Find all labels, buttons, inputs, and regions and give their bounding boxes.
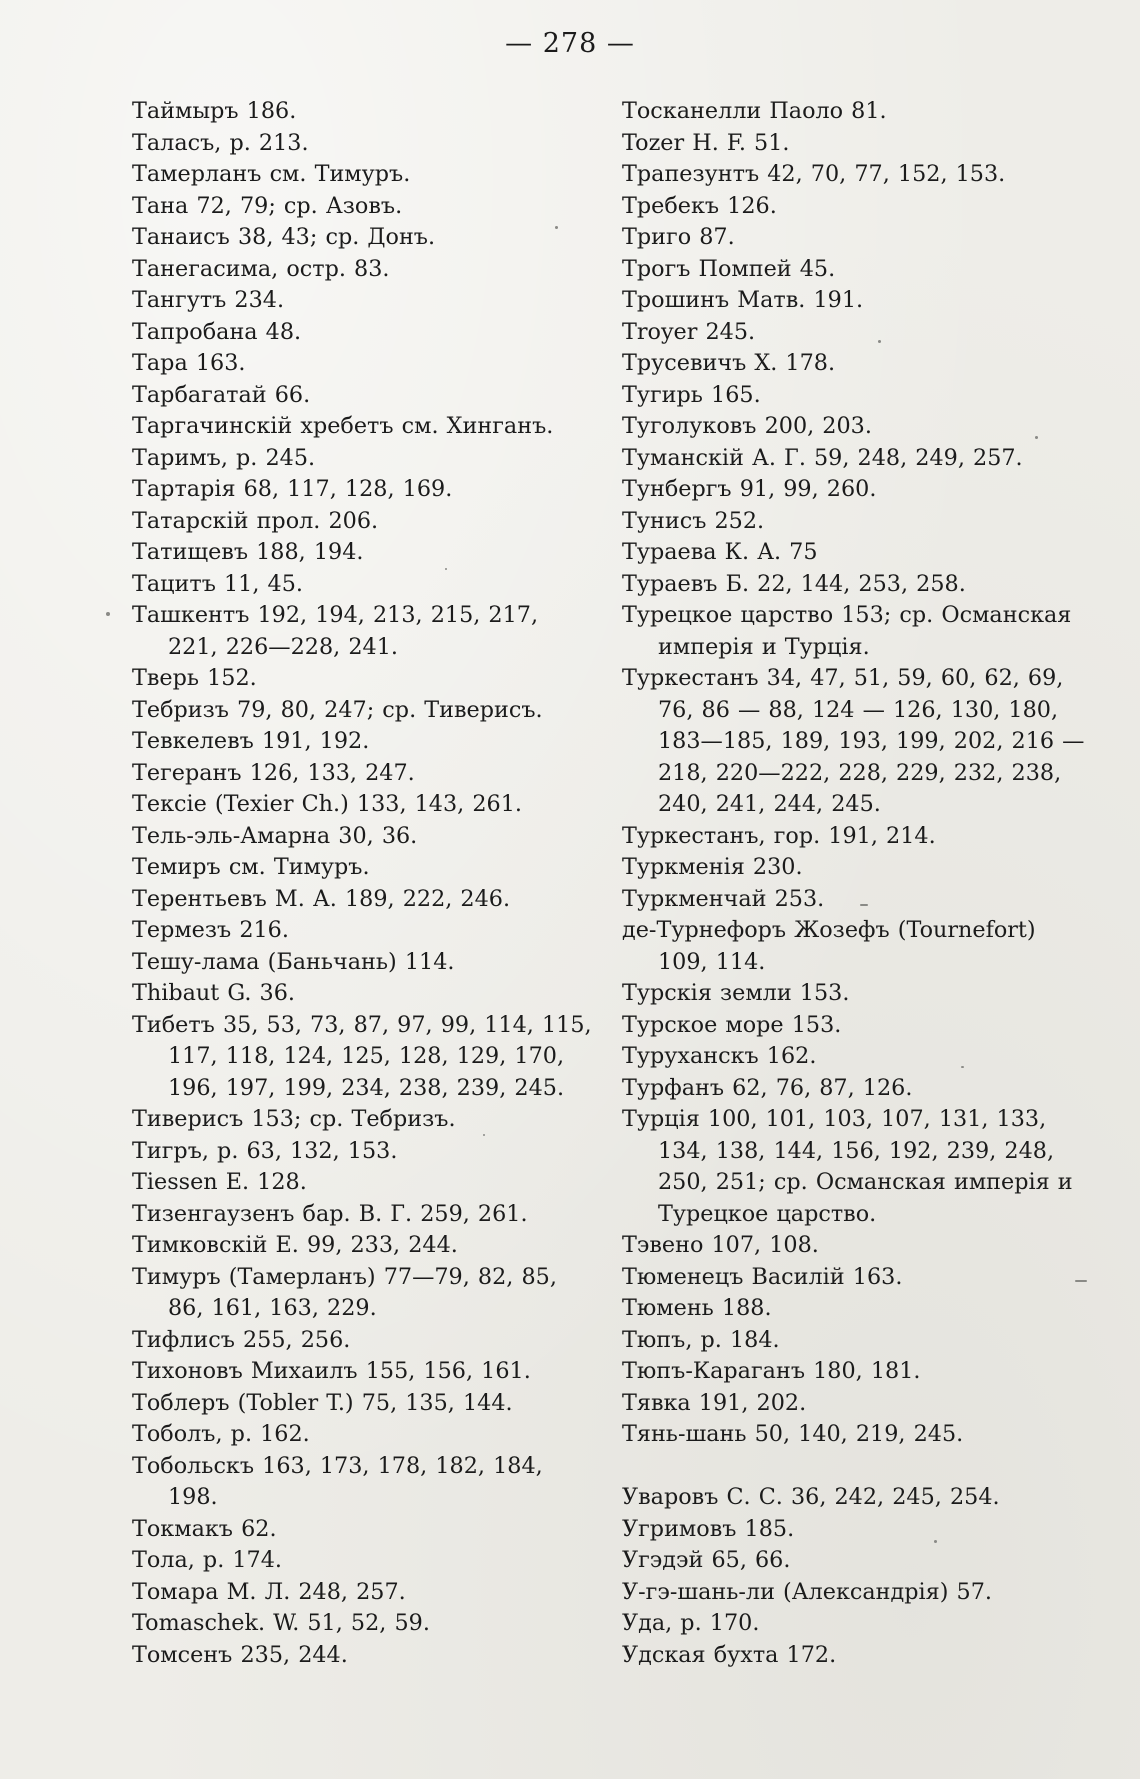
index-entry: Танаисъ 38, 43; ср. Донъ. bbox=[132, 224, 436, 250]
index-entry: Тигръ, р. 63, 132, 153. bbox=[132, 1137, 398, 1164]
index-entry: Tomaschek. W. 51, 52, 59. bbox=[132, 1610, 430, 1636]
index-entry: Troyer 245. bbox=[622, 318, 756, 345]
index-entry: Тоболъ, р. 162. bbox=[132, 1421, 310, 1447]
index-entry: Таримъ, р. 245. bbox=[132, 444, 316, 471]
paper-speck bbox=[934, 1540, 937, 1543]
paper-speck bbox=[1035, 436, 1038, 439]
index-entry: Угримовъ 185. bbox=[622, 1515, 795, 1542]
index-entry: Трусевичъ Х. 178. bbox=[622, 350, 836, 376]
index-entry: Тихоновъ Михаилъ 155, 156, 161. bbox=[132, 1358, 531, 1384]
paper-speck bbox=[106, 612, 110, 616]
index-entry: Уда, р. 170. bbox=[622, 1610, 760, 1636]
index-entry: Тверь 152. bbox=[132, 665, 257, 691]
index-entry: Угэдэй 65, 66. bbox=[622, 1547, 791, 1573]
index-entry: Темиръ см. Тимуръ. bbox=[132, 854, 370, 880]
paper-speck bbox=[1075, 1280, 1087, 1282]
index-entry: Tiessen E. 128. bbox=[132, 1169, 307, 1195]
index-entry: Терентьевъ М. А. 189, 222, 246. bbox=[132, 885, 511, 912]
index-entry: Тимковскій Е. 99, 233, 244. bbox=[132, 1232, 458, 1258]
paper-speck bbox=[961, 1066, 964, 1068]
index-entry: Тешу-лама (Баньчань) 114. bbox=[132, 948, 455, 975]
index-entry: У-гэ-шань-ли (Александрія) 57. bbox=[622, 1578, 992, 1605]
paper-speck bbox=[878, 340, 881, 343]
index-entry: Уваровъ С. С. 36, 242, 245, 254. bbox=[622, 1484, 1000, 1510]
index-entry: Турфанъ 62, 76, 87, 126. bbox=[622, 1074, 913, 1101]
index-entry: Турскія земли 153. bbox=[622, 980, 850, 1006]
index-entry: Турское море 153. bbox=[622, 1011, 842, 1038]
index-entry: Томара М. Л. 248, 257. bbox=[132, 1578, 406, 1605]
index-entry: Тамерланъ см. Тимуръ. bbox=[132, 161, 411, 187]
index-entry: Тацитъ 11, 45. bbox=[132, 570, 303, 597]
index-entry: Тифлисъ 255, 256. bbox=[132, 1326, 351, 1353]
index-entry: Тураевъ Б. 22, 144, 253, 258. bbox=[622, 570, 966, 597]
index-entry: Тугирь 165. bbox=[622, 381, 761, 408]
index-entry: Туркменчай 253. bbox=[622, 885, 825, 912]
index-entry: Тартарія 68, 117, 128, 169. bbox=[132, 476, 453, 502]
index-entry: Тюменецъ Василій 163. bbox=[622, 1263, 903, 1290]
paper-speck bbox=[555, 226, 558, 229]
index-column-right bbox=[622, 96, 1092, 1671]
index-entry: Тураева К. А. 75 bbox=[622, 539, 818, 565]
index-entry: Туголуковъ 200, 203. bbox=[622, 413, 872, 439]
index-entry: Тунисъ 252. bbox=[622, 507, 765, 534]
index-entry: Удская бухта 172. bbox=[622, 1641, 837, 1668]
index-entry: Тибетъ 35, 53, 73, 87, 97, 99, 114, 115, 117, 118, 124, 125, 128, 129, 170, 196, 197, 199, 234, 238, 239, 245. bbox=[132, 1011, 592, 1101]
index-entry: Тоблеръ (Tobler T.) 75, 135, 144. bbox=[132, 1389, 513, 1416]
index-entry: Тексіе (Texier Ch.) 133, 143, 261. bbox=[132, 791, 522, 817]
index-entry: Тянь-шань 50, 140, 219, 245. bbox=[622, 1421, 964, 1447]
index-entry: Тана 72, 79; ср. Азовъ. bbox=[132, 192, 403, 219]
index-entry: Трогъ Помпей 45. bbox=[622, 255, 836, 282]
paper-speck bbox=[445, 568, 447, 570]
index-entry: Тявка 191, 202. bbox=[622, 1389, 807, 1416]
index-entry: Тюпъ-Караганъ 180, 181. bbox=[622, 1358, 921, 1384]
index-column-left bbox=[132, 96, 592, 1671]
paper-speck bbox=[860, 904, 868, 906]
index-entry: Татищевъ 188, 194. bbox=[132, 539, 364, 565]
index-entry: Требекъ 126. bbox=[622, 192, 777, 219]
index-entry: Таргачинскій хребетъ см. Хинганъ. bbox=[132, 413, 554, 439]
index-entry: Ташкентъ 192, 194, 213, 215, 217, 221, 226—228, 241. bbox=[132, 602, 539, 660]
index-entry: Тимуръ (Тамерланъ) 77—79, 82, 85, 86, 161, 163, 229. bbox=[132, 1263, 557, 1321]
index-entry: Тюмень 188. bbox=[622, 1295, 772, 1321]
index-entry: Туркестанъ 34, 47, 51, 59, 60, 62, 69, 76, 86 — 88, 124 — 126, 130, 180, 183—185, 189, 193, 199, 202, 216 — 218, 220—222, 228, 229, 232, 238, 240, 241, 244, 245. bbox=[622, 665, 1085, 817]
index-entry: Турецкое царство 153; ср. Османская имперія и Турція. bbox=[622, 602, 1072, 660]
index-entry: Турція 100, 101, 103, 107, 131, 133, 134, 138, 144, 156, 192, 239, 248, 250, 251; ср. Османская имперія и Турецкое царство. bbox=[622, 1106, 1073, 1227]
index-entry: Тель-эль-Амарна 30, 36. bbox=[132, 822, 418, 849]
page-number: — 278 — bbox=[505, 28, 635, 59]
index-entry: Тобольскъ 163, 173, 178, 182, 184, 198. bbox=[132, 1452, 543, 1510]
index-entry: Тунбергъ 91, 99, 260. bbox=[622, 476, 877, 502]
index-entry: Тизенгаузенъ бар. В. Г. 259, 261. bbox=[132, 1200, 528, 1227]
index-entry: Трошинъ Матв. 191. bbox=[622, 287, 864, 313]
index-entry: Томсенъ 235, 244. bbox=[132, 1641, 348, 1668]
index-entry: Thibaut G. 36. bbox=[132, 980, 295, 1006]
index-entry: Татарскій прол. 206. bbox=[132, 507, 379, 534]
index-entry: Тегеранъ 126, 133, 247. bbox=[132, 759, 415, 786]
index-entry: Туркестанъ, гор. 191, 214. bbox=[622, 822, 936, 849]
index-entry: Тангутъ 234. bbox=[132, 287, 285, 313]
index-entry: Tozer H. F. 51. bbox=[622, 129, 790, 156]
index-entry: Триго 87. bbox=[622, 224, 735, 250]
index-entry: Термезъ 216. bbox=[132, 917, 289, 943]
index-entry: Туркменія 230. bbox=[622, 854, 803, 880]
index-entry: Тэвено 107, 108. bbox=[622, 1232, 819, 1258]
index-entry: Токмакъ 62. bbox=[132, 1515, 277, 1542]
index-entry: Туманскій А. Г. 59, 248, 249, 257. bbox=[622, 444, 1023, 471]
index-entry: Тапробана 48. bbox=[132, 318, 302, 345]
paper-speck bbox=[483, 1134, 485, 1136]
index-entry: Тола, р. 174. bbox=[132, 1547, 283, 1573]
index-entry: Тебризъ 79, 80, 247; ср. Тиверисъ. bbox=[132, 696, 543, 723]
index-entry: Тевкелевъ 191, 192. bbox=[132, 728, 370, 754]
index-entry: Туруханскъ 162. bbox=[622, 1043, 817, 1069]
index-entry: Тюпъ, р. 184. bbox=[622, 1326, 780, 1353]
index-entry: Тиверисъ 153; ср. Тебризъ. bbox=[132, 1106, 456, 1132]
index-entry: Танегасима, остр. 83. bbox=[132, 255, 390, 282]
index-entry: Трапезунтъ 42, 70, 77, 152, 153. bbox=[622, 161, 1006, 187]
index-entry: Таймыръ 186. bbox=[132, 98, 297, 124]
index-entry: Тара 163. bbox=[132, 350, 246, 376]
index-entry: Таласъ, р. 213. bbox=[132, 129, 309, 156]
index-entry: де-Турнефоръ Жозефъ (Tournefort) 109, 114. bbox=[622, 917, 1036, 975]
index-entry: Тосканелли Паоло 81. bbox=[622, 98, 887, 124]
index-entry: Тарбагатай 66. bbox=[132, 381, 311, 408]
